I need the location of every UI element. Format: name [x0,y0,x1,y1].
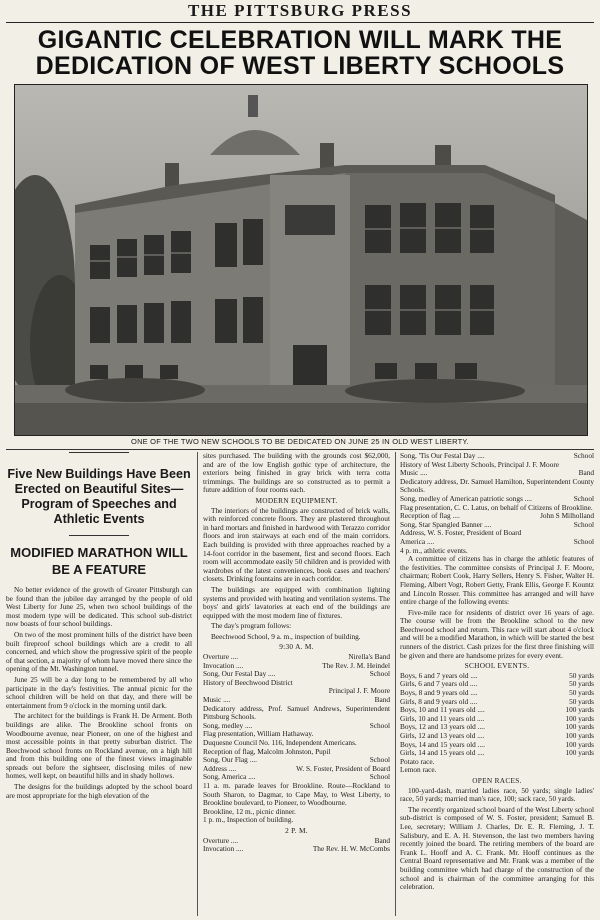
section-heading: OPEN RACES. [472,775,522,785]
program-item-value: Nirella's Band [348,652,390,662]
program-item-label: Song, medley of American patriotic songs .... [400,493,532,503]
event-item-value: 100 yards [565,722,594,732]
program-item-label: Reception of flag .... [400,511,460,521]
event-item: Potato race. [400,756,435,766]
program-item-label: Song, Star Spangled Banner .... [400,519,492,529]
event-item-label: Boys, 8 and 9 years old .... [400,688,478,698]
program-item-value: School [369,669,390,679]
event-item-value: 50 yards [569,696,594,706]
column-divider [395,452,396,916]
deck-headline: Five New Buildings Have Been Erected on Beautiful Sites—Program of Speeches and Athletic Events [7,467,191,526]
event-item-label: Girls, 10 and 11 years old .... [400,713,485,723]
school-building-illustration [15,85,587,435]
event-item-value: 50 yards [569,670,594,680]
paragraph: On two of the most prominent hills of the district have been built fireproof school buildings which are a credit to all concerned, and which show the progressive spirit of the people of that section, a majority of whom have moved there since the opening of the Mt. Washington tunnel. [6,629,192,674]
program-item-value: Band [374,835,390,845]
event-item-label: Girls, 12 and 13 years old .... [400,731,485,740]
program-item [203,845,390,854]
event-item-label: Girls, 6 and 7 years old .... [400,679,478,689]
program-item: 4 p. m., athletic events. [400,545,468,555]
program-item-label: Music .... [400,468,428,478]
program-item: 11 a. m. parade leaves for Brookline. Route—Rockland to South Sharon, to Dagmar, to Cape May, to West Liberty, to Brookline boulevard, to Pioneer, to Woodbourne. [203,780,390,808]
event-item-value: 100 yards [565,739,594,749]
program-item-value: School [573,536,594,546]
program-item: Dedicatory address, Prof. Samuel Andrews, Superintendent Pittsburg Schools. [203,703,390,722]
paragraph: The designs for the buildings adopted by the school board are most appropriate for the high elevation of the [6,782,192,800]
event-item-label: Girls, 8 and 9 years old .... [400,696,478,706]
program-item: Reception of flag, Malcolm Johnston, Pupil [203,746,331,756]
event-item-value: 100 yards [565,731,594,740]
program-list [203,653,390,825]
paragraph: The architect for the buildings is Frank H. De Arment. Both buildings are alike. The Brookline school fronts on Woodbourne avenue, near Pioneer, on one of the highest and most accessible points in that pretty suburban district. The Beechwood school fronts on Rockland avenue, on a high hill and from this building one of the finest views imaginable spreads out before the sightseer, disclosing miles of new homes, well kept, on beautiful hills and in shady hollows. [6,711,192,781]
event-item-value: 50 yards [569,679,594,689]
program-item-value: Band [374,695,390,705]
program-time: 9:30 A. M. [279,642,314,652]
paragraph: Five-mile race for residents of district over 16 years of age. The course will be from the Brookline school to the new Beechwood school and return. This race will start about 4 o'clock and will be a modified Marathon, in which will be started the best runners of the district. Cash prizes for the first three finishing will be given and there are handsome prizes for every event. [400,607,594,660]
program-item: Flag presentation, William Hathaway. [203,729,314,739]
program-item-value: Band [578,468,594,478]
program-list [203,837,390,854]
sub-headline: MODIFIED MARATHON WILL BE A FEATURE [10,545,188,577]
program-item-label: Song, Our Flag .... [203,755,257,765]
event-item-value: 100 yards [565,748,594,758]
event-item-value: 100 yards [565,713,594,723]
event-item: Lemon race. [400,765,437,775]
paragraph: sites purchased. The building with the grounds cost $62,000, and are of the low English gothic type of architecture, the exteriors being finished in gray brick with terra cotta trimmings. The buildings are so constructed as to permit a future addition of four rooms each. [203,452,390,495]
program-item-value: John S Milholland [540,511,594,521]
paragraph: No better evidence of the growth of Greater Pittsburgh can be found than the jubilee day arranged by the people of old West Liberty for June 25, when two school buildings of the most modern type will be dedicated. This school sub-district now boasts of four school buildings. [6,585,192,629]
event-item-label: Boys, 14 and 15 years old .... [400,739,485,749]
program-item-value: School [369,720,390,730]
event-item-value: 50 yards [569,688,594,698]
headline-line-2: DEDICATION OF WEST LIBERTY SCHOOLS [35,52,565,80]
program-item: History of Beechwood District [203,677,293,687]
paragraph: A committee of citizens has in charge the athletic features of the festivities. The committee consists of Principal J. F. Moore, chairman; Robert Cook, Harry Sellers, Henry S. Fisher, Walter H. Fleming, Albert Vogt, Robert Getty, Frank Ellis, George F. Kountz and Lincoln Rosser. This committee has arranged and will have entire charge of the following events: [400,554,594,607]
deck-rule [69,452,129,453]
deck-rule-2 [69,535,129,536]
paragraph: The interiors of the buildings are constructed of brick walls, with reinforced concrete floors. They are plastered throughout in hard mortars and finished in hardwood with Terazzo corridor floors and iron stairways at each end of the main corridors. Each building is provided with three approaches reached by a 14-foot corridor in the basement, first and second floors. Each room will accommodate easily 50 children and is provided with wardrobes of the latest conveniences, book cases and teachers' closets. Drinking fountains are in each corridor. [203,505,390,584]
event-item-value: 100 yards [565,705,594,715]
event-item-label: Girls, 14 and 15 years old .... [400,748,485,758]
section-heading: MODERN EQUIPMENT. [255,495,338,505]
column-1 [6,452,192,916]
paragraph: June 25 will be a day long to be remembered by all who participate in the day's festivities. The annual picnic for the school children will be held on that day, and there will be entertainment from 9 o'clock in the morning until dark. [6,674,192,710]
program-item-value: The Rev. J. M. Heindel [322,660,390,670]
paragraph: The recently organized school board of the West Liberty school sub-district is composed of W. S. Foster, president; Samuel B. Lee, secretary; William J. Charles, Dr. E. R. Fleming, J. T. Salisbury, and E. A. H. Stevenson, the last two members having recently joined the board. The retiring members of the board are Frank L. Hooff and A. C. Frank. Mr. Hooff continues as the Central Board representative and Mr. Frank was a member of the building committee which had charge of the construction of the school and is chairman of the committee arranging for this celebration. [400,804,594,892]
program-item-value: The Rev. H. W. McCombs [312,844,390,854]
program-item-label: Song, America .... [203,772,256,782]
masthead: THE PITTSBURG PRESS [187,1,413,20]
program-item-label: Song, medley .... [203,720,253,730]
program-item-label: Song, Our Festal Day .... [203,669,276,679]
program-item-value: School [573,519,594,529]
paragraph: 100-yard-dash, married ladies race, 50 yards; single ladies' race, 50 yards; married man's race, 100; sack race, 50 yards. [400,785,594,804]
program-item: Dedicatory address, Dr. Samuel Hamilton, Superintendent County Schools. [400,476,594,495]
program-item-value: W. S. Foster, President of Board [296,763,390,773]
events-list [400,672,594,775]
section-rule [6,449,594,450]
program-item-value: School [369,755,390,765]
masthead-rule [6,22,594,23]
program-item: History of West Liberty Schools, Principal J. F. Moore [400,459,560,469]
program-time: 2 P. M. [285,825,308,835]
column-3 [400,452,594,916]
program-item-label: Address .... [203,763,237,773]
program-item-label: Overture .... [203,652,239,662]
headline-line-1: GIGANTIC CELEBRATION WILL MARK THE [37,26,563,54]
program-item-label: Music .... [203,695,231,705]
paragraph: Beechwood School, 9 a. m., inspection of building. [211,631,361,641]
program-item: Duquesne Council No. 116, Independent Americans. [203,738,357,747]
school-building-photo [14,84,588,436]
program-item-value: School [573,452,594,460]
program-item: Brookline, 12 m., picnic dinner. [203,806,296,816]
program-item: 1 p. m., Inspection of building. [203,815,294,825]
event-item-label: Boys, 10 and 11 years old .... [400,705,485,715]
program-item-label: Overture .... [203,835,239,845]
program-item: Address, W. S. Foster, President of Board [400,528,522,538]
paragraph: The buildings are equipped with combination lighting systems and provided with heating and ventilation systems. The boys' and girls' lavatories at each end of the buildings are equipped with the most modern line of fixtures. [203,584,390,620]
column-divider [197,452,198,916]
program-item-label: Invocation .... [203,844,244,854]
program-item-label: Invocation .... [203,660,244,670]
program-item-label: Song, 'Tis Our Festal Day .... [400,452,485,460]
program-item-value: School [369,772,390,782]
event-item-label: Boys, 6 and 7 years old .... [400,670,478,680]
column-2 [203,452,390,916]
event-item-label: Boys, 12 and 13 years old .... [400,722,485,732]
program-item-value: School [573,493,594,503]
paragraph: The day's program follows: [211,621,292,631]
program-item-label: America .... [400,536,435,546]
program-item: Flag presentation, C. C. Latus, on behalf of Citizens of Brookline. [400,502,593,512]
photo-caption: ONE OF THE TWO NEW SCHOOLS TO BE DEDICATED ON JUNE 25 IN OLD WEST LIBERTY. [131,437,469,446]
section-heading: SCHOOL EVENTS. [464,661,530,671]
program-list [400,452,594,555]
program-item: Principal J. F. Moore [328,686,390,696]
